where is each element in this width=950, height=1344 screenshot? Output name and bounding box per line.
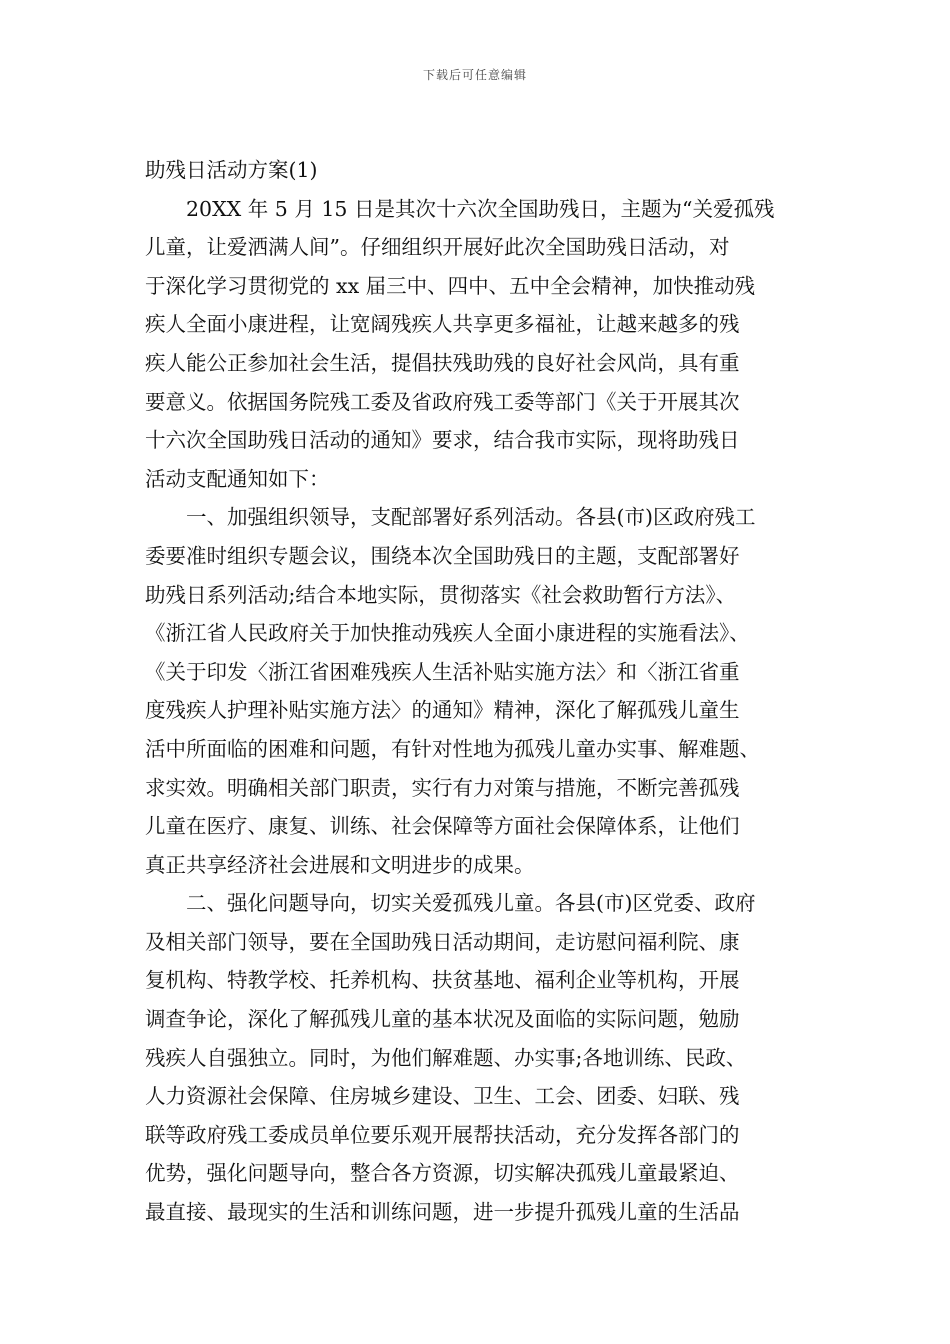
paragraph-line: 20XX 年 5 月 15 日是其次十六次全国助残日，主题为“关爱孤残: [186, 196, 775, 221]
paragraph-line: 《浙江省人民政府关于加快推动残疾人全面小康进程的实施看法》、: [145, 621, 750, 646]
paragraph-line: 疾人能公正参加社会生活，提倡扶残助残的良好社会风尚，具有重: [145, 350, 740, 375]
paragraph-line: 最直接、最现实的生活和训练问题，进一步提升孤残儿童的生活品: [145, 1200, 740, 1225]
paragraph-line: 调查争论，深化了解孤残儿童的基本状况及面临的实际问题，勉励: [145, 1007, 740, 1032]
paragraph-line: 一、加强组织领导，支配部署好系列活动。各县(市)区政府残工: [186, 505, 756, 530]
paragraph-line: 活中所面临的困难和问题，有针对性地为孤残儿童办实事、解难题、: [145, 736, 760, 761]
document-title: 助残日活动方案(1): [145, 158, 318, 182]
paragraph-2: [145, 498, 825, 884]
paragraph-1: [145, 190, 825, 499]
paragraph-line: 儿童在医疗、康复、训练、社会保障等方面社会保障体系，让他们: [145, 814, 740, 839]
paragraph-3: [145, 884, 825, 1231]
paragraph-line: 活动支配通知如下：: [145, 466, 330, 491]
document-body: [145, 151, 825, 1232]
paragraph-line: 复机构、特教学校、托养机构、扶贫基地、福利企业等机构，开展: [145, 968, 740, 993]
paragraph-line: 度残疾人护理补贴实施方法〉的通知》精神，深化了解孤残儿童生: [145, 698, 740, 723]
paragraph-line: 联等政府残工委成员单位要乐观开展帮扶活动，充分发挥各部门的: [145, 1122, 740, 1147]
paragraph-line: 《关于印发〈浙江省困难残疾人生活补贴实施方法〉和〈浙江省重: [145, 659, 740, 684]
paragraph-line: 疾人全面小康进程，让宽阔残疾人共享更多福祉，让越来越多的残: [145, 312, 740, 337]
paragraph-line: 要意义。依据国务院残工委及省政府残工委等部门《关于开展其次: [145, 389, 740, 414]
paragraph-line: 求实效。明确相关部门职责，实行有力对策与措施，不断完善孤残: [145, 775, 740, 800]
paragraph-line: 人力资源社会保障、住房城乡建设、卫生、工会、团委、妇联、残: [145, 1084, 740, 1109]
paragraph-line: 优势，强化问题导向，整合各方资源，切实解决孤残儿童最紧迫、: [145, 1161, 740, 1186]
paragraph-line: 委要准时组织专题会议，围绕本次全国助残日的主题，支配部署好: [145, 543, 740, 568]
paragraph-line: 十六次全国助残日活动的通知》要求，结合我市实际，现将助残日: [145, 428, 740, 453]
paragraph-line: 二、强化问题导向，切实关爱孤残儿童。各县(市)区党委、政府: [186, 891, 756, 916]
header-note: 下载后可任意编辑: [422, 68, 527, 82]
paragraph-line: 真正共享经济社会进展和文明进步的成果。: [145, 852, 535, 877]
paragraph-line: 残疾人自强独立。同时，为他们解难题、办实事;各地训练、民政、: [145, 1045, 747, 1070]
paragraph-line: 于深化学习贯彻党的 xx 届三中、四中、五中全会精神，加快推动残: [145, 273, 756, 298]
paragraph-line: 及相关部门领导，要在全国助残日活动期间，走访慰问福利院、康: [145, 929, 740, 954]
paragraph-line: 助残日系列活动;结合本地实际，贯彻落实《社会救助暂行方法》、: [145, 582, 737, 607]
paragraph-line: 儿童，让爱洒满人间”。仔细组织开展好此次全国助残日活动，对: [145, 235, 730, 260]
